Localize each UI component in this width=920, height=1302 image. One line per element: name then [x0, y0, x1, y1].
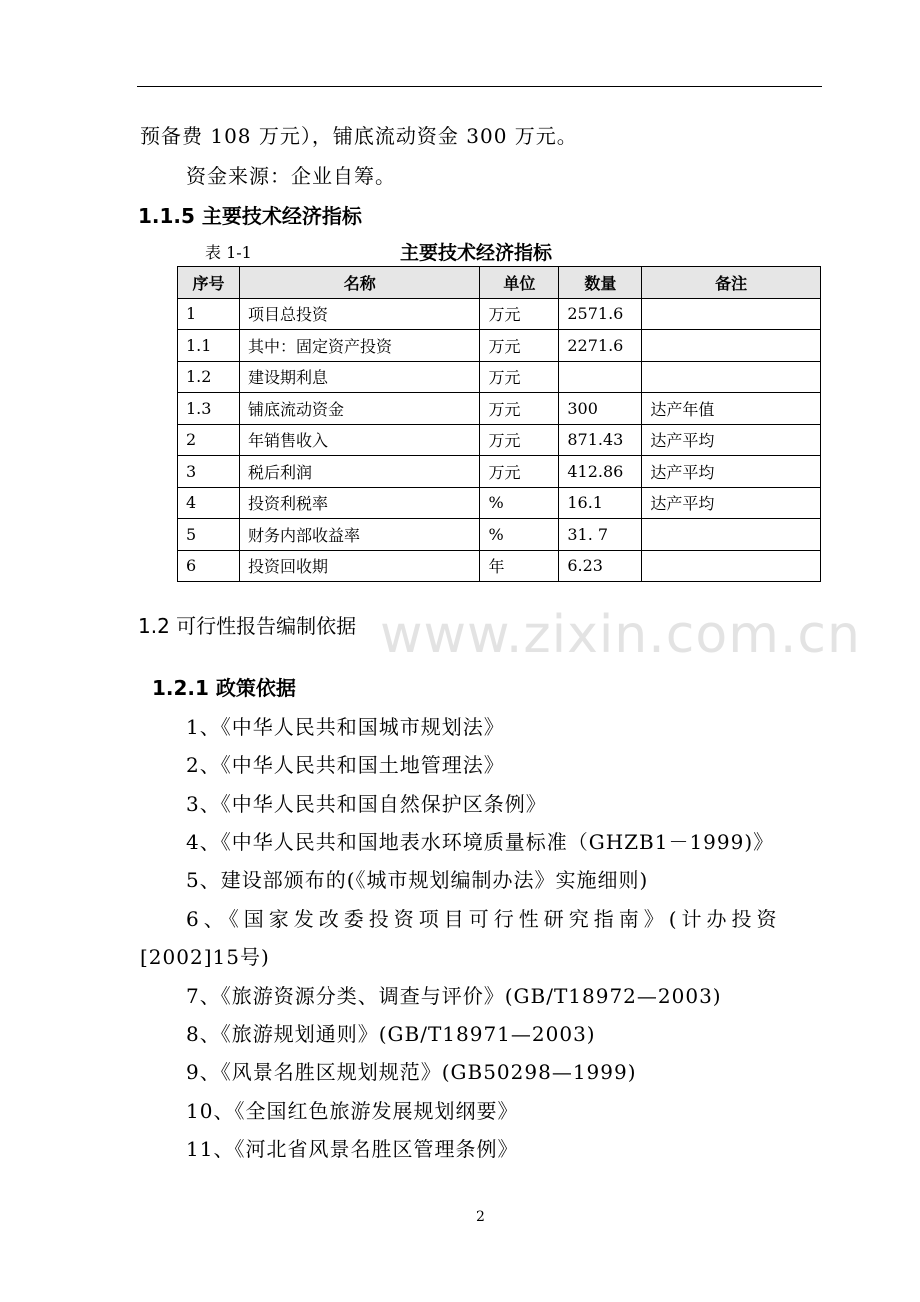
list-item: 4、《中华人民共和国地表水环境质量标准（GHZB1－1999)》 — [186, 830, 775, 854]
cell-unit: 万元 — [480, 361, 559, 393]
list-item: 3、《中华人民共和国自然保护区条例》 — [186, 792, 547, 816]
list-item: 2、《中华人民共和国土地管理法》 — [186, 753, 505, 777]
cell-quantity: 412.86 — [559, 456, 642, 488]
cell-index: 2 — [178, 424, 240, 456]
cell-unit: 万元 — [480, 330, 559, 362]
list-item: 11、《河北省风景名胜区管理条例》 — [186, 1137, 519, 1161]
cell-name: 税后利润 — [239, 456, 480, 488]
list-item: 9、《风景名胜区规划规范》(GB50298—1999) — [186, 1060, 637, 1084]
table-row — [178, 330, 821, 362]
list-item-continuation: [2002]15号) — [140, 945, 270, 969]
cell-unit: 万元 — [480, 424, 559, 456]
cell-name: 建设期利息 — [239, 361, 480, 393]
cell-remark — [642, 550, 821, 582]
cell-unit: 年 — [480, 550, 559, 582]
cell-index: 1.3 — [178, 393, 240, 425]
cell-remark: 达产年值 — [642, 393, 821, 425]
cell-unit: % — [480, 519, 559, 551]
list-item: 1、《中华人民共和国城市规划法》 — [186, 715, 505, 739]
cell-index: 3 — [178, 456, 240, 488]
header-rule — [137, 86, 822, 87]
cell-quantity — [559, 361, 642, 393]
table-row — [178, 550, 821, 582]
cell-remark — [642, 298, 821, 330]
cell-name: 其中：固定资产投资 — [239, 330, 480, 362]
list-item: 7、《旅游资源分类、调查与评价》(GB/T18972—2003) — [186, 984, 722, 1008]
cell-unit: 万元 — [480, 393, 559, 425]
cell-quantity: 6.23 — [559, 550, 642, 582]
watermark: www.zixin.com.cn — [380, 605, 861, 665]
cell-unit: % — [480, 487, 559, 519]
cell-unit: 万元 — [480, 298, 559, 330]
table-row — [178, 298, 821, 330]
cell-index: 5 — [178, 519, 240, 551]
table-row — [178, 424, 821, 456]
table-row — [178, 456, 821, 488]
list-item: 5、建设部颁布的(《城市规划编制办法》实施细则) — [186, 868, 649, 892]
table-row — [178, 393, 821, 425]
table-row — [178, 519, 821, 551]
cell-index: 1 — [178, 298, 240, 330]
cell-quantity: 31. 7 — [559, 519, 642, 551]
cell-remark — [642, 519, 821, 551]
cell-name: 投资回收期 — [239, 550, 480, 582]
cell-index: 1.1 — [178, 330, 240, 362]
cell-quantity: 2271.6 — [559, 330, 642, 362]
cell-name: 财务内部收益率 — [239, 519, 480, 551]
table-header-row — [178, 267, 821, 299]
table-label: 表 1-1 — [205, 243, 252, 262]
table-title: 主要技术经济指标 — [400, 242, 553, 264]
table-row — [178, 487, 821, 519]
col-header-quantity: 数量 — [559, 267, 642, 299]
cell-name: 铺底流动资金 — [239, 393, 480, 425]
cell-index: 1.2 — [178, 361, 240, 393]
cell-name: 投资利税率 — [239, 487, 480, 519]
cell-name: 年销售收入 — [239, 424, 480, 456]
list-item: 6、《国家发改委投资项目可行性研究指南》(计办投资 — [186, 907, 782, 931]
cell-unit: 万元 — [480, 456, 559, 488]
col-header-remark: 备注 — [642, 267, 821, 299]
cell-quantity: 2571.6 — [559, 298, 642, 330]
col-header-index: 序号 — [178, 267, 240, 299]
page-number: 2 — [476, 1209, 485, 1225]
col-header-name: 名称 — [239, 267, 480, 299]
cell-quantity: 300 — [559, 393, 642, 425]
col-header-unit: 单位 — [480, 267, 559, 299]
cell-remark: 达产平均 — [642, 487, 821, 519]
section-heading-1-2: 1.2 可行性报告编制依据 — [138, 614, 357, 638]
list-item: 10、《全国红色旅游发展规划纲要》 — [186, 1099, 519, 1123]
indicators-table — [177, 266, 821, 582]
section-heading-1-1-5: 1.1.5 主要技术经济指标 — [138, 204, 362, 228]
funding-source: 资金来源：企业自筹。 — [186, 164, 396, 188]
cell-quantity: 16.1 — [559, 487, 642, 519]
cell-index: 6 — [178, 550, 240, 582]
cell-remark: 达产平均 — [642, 424, 821, 456]
cell-quantity: 871.43 — [559, 424, 642, 456]
cell-remark — [642, 361, 821, 393]
continuation-line: 预备费 108 万元），铺底流动资金 300 万元。 — [140, 124, 578, 148]
cell-remark: 达产平均 — [642, 456, 821, 488]
list-item: 8、《旅游规划通则》(GB/T18971—2003) — [186, 1022, 596, 1046]
cell-remark — [642, 330, 821, 362]
cell-index: 4 — [178, 487, 240, 519]
cell-name: 项目总投资 — [239, 298, 480, 330]
section-heading-1-2-1: 1.2.1 政策依据 — [152, 676, 296, 700]
table-row — [178, 361, 821, 393]
